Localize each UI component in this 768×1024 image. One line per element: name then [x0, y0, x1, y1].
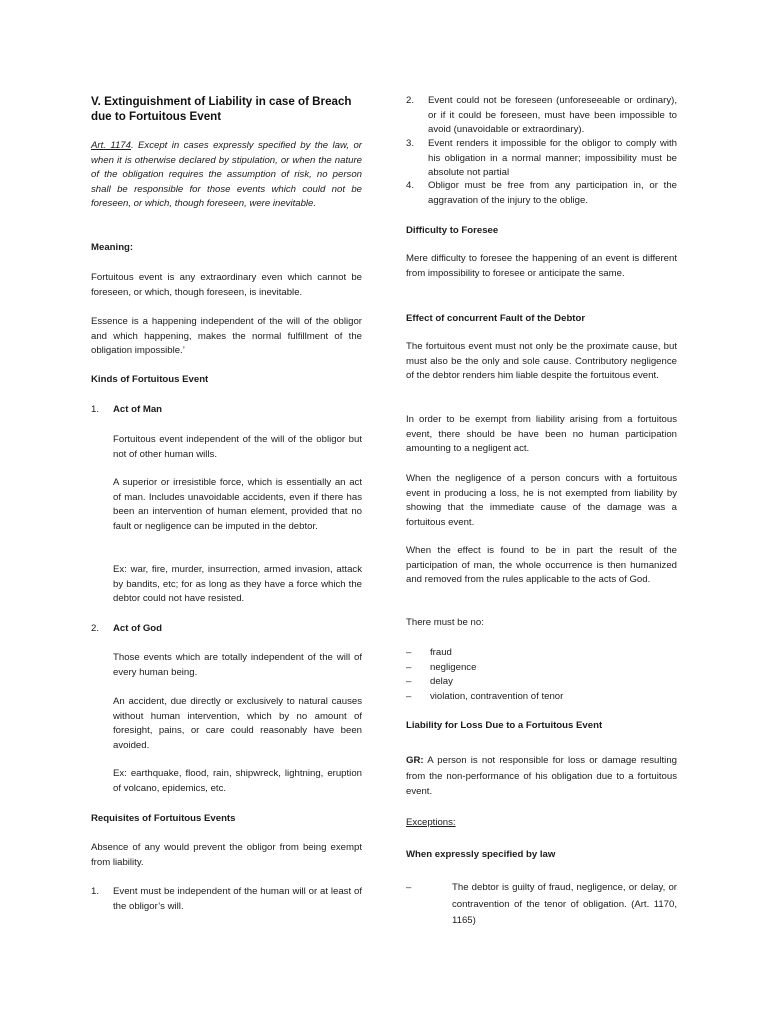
dash-bullet: – [406, 676, 412, 687]
act-of-god-paragraph-2: An accident, due directly or exclusively to natural causes without human intervention, which by no amount of foresight, pains, or care could reasonably have been avoided. [113, 696, 362, 751]
requisite-3 [406, 137, 677, 181]
meaning-heading: Meaning: [91, 242, 134, 253]
concurrent-paragraph-3: When the negligence of a person concurs with a fortuitous event in producing a loss, he is not exempted from liability by showing that the immediate cause of the damage was a fortuitous event. [406, 473, 677, 528]
kind-label: Act of God [113, 623, 163, 634]
concurrent-fault-heading: Effect of concurrent Fault of the Debtor [406, 313, 586, 324]
no-list-item-fraud [406, 646, 677, 661]
act-of-man-paragraph-3: Ex: war, fire, murder, insurrection, armed invasion, attack by bandits, etc; for as long as they have a force which the debtor could not have resisted. [113, 564, 362, 605]
no-list-item-violation [406, 690, 677, 705]
requisite-2 [406, 94, 677, 138]
gr-text: A person is not responsible for loss or damage resulting from the non-performance of his obligation due to a fortuitous event. [406, 755, 677, 797]
list-number: 1. [91, 404, 100, 415]
requisite-4 [406, 179, 677, 208]
general-rule-paragraph [406, 753, 677, 800]
list-number: 3. [406, 138, 415, 149]
no-list-item-negligence [406, 661, 677, 676]
gr-label: GR: [406, 755, 424, 766]
dash-bullet: – [406, 691, 412, 702]
requisite-1 [91, 885, 362, 914]
list-number: 4. [406, 180, 415, 191]
dash-bullet: – [406, 647, 412, 658]
when-specified-by-law-heading: When expressly specified by law [406, 849, 556, 860]
concurrent-paragraph-1: The fortuitous event must not only be the proximate cause, but must also be the only and sole cause. Contributory negligence of the debtor renders him liable despite the fortuitous event. [406, 341, 677, 382]
kind-act-of-god [91, 622, 362, 637]
article-body: . Except in cases expressly specified by the law, or when it is otherwise declared by stipulation, or when the nature of the obligation requires the assumption of risk, no person shall be responsible for those events which could not be foreseen, or which, though foreseen, were inevitable. [91, 140, 362, 210]
requisites-paragraph: Absence of any would prevent the obligor from being exempt from liability. [91, 842, 362, 868]
kinds-heading: Kinds of Fortuitous Event [91, 374, 209, 385]
list-item-text: fraud [430, 647, 452, 658]
act-of-man-paragraph-2: A superior or irresistible force, which is essentially an act of man. Includes unavoidable accidents, even if there has been an intervention of human element, provided that no fault or negligence can be imputed in the debtor. [113, 477, 362, 532]
dash-bullet: – [406, 662, 412, 673]
there-must-be-no: There must be no: [406, 617, 484, 628]
requisite-text: Event could not be foreseen (unforeseeable or ordinary), or if it could be foreseen, must have been impossible to avoid (unavoidable or extraordinary). [428, 95, 677, 136]
concurrent-paragraph-4: When the effect is found to be in part the result of the participation of man, the whole occurrence is then humanized and removed from the rules applicable to the acts of God. [406, 545, 677, 586]
exceptions-heading: Exceptions: [406, 817, 456, 828]
difficulty-heading: Difficulty to Foresee [406, 225, 499, 236]
requisites-heading: Requisites of Fortuitous Events [91, 813, 236, 824]
list-item-text: negligence [430, 662, 477, 673]
list-item-text: The debtor is guilty of fraud, negligence, or delay, or contravention of the tenor of obligation. (Art. 1170, 1165) [452, 882, 677, 926]
kind-label: Act of Man [113, 404, 163, 415]
list-number: 2. [91, 623, 100, 634]
requisite-text: Obligor must be free from any participation in, or the aggravation of the injury to the oblige. [428, 180, 677, 206]
law-exception-item [406, 880, 677, 930]
act-of-god-paragraph-1: Those events which are totally independent of the will of every human being. [113, 652, 362, 678]
section-title: V. Extinguishment of Liability in case of Breach due to Fortuitous Event [91, 95, 352, 123]
dash-bullet: – [406, 882, 412, 893]
list-item-text: delay [430, 676, 453, 687]
concurrent-paragraph-2: In order to be exempt from liability arising from a fortuitous event, there should be have been no human participation amounting to a negligent act. [406, 414, 677, 455]
meaning-paragraph-2: Essence is a happening independent of the will of the obligor and which happening, makes the normal fulfillment of the obligation impossible.’ [91, 316, 362, 357]
requisite-text: Event must be independent of the human will or at least of the obligor’s will. [113, 886, 362, 912]
kind-act-of-man [91, 403, 362, 418]
article-label: Art. 1174 [91, 140, 131, 151]
no-list-item-delay [406, 675, 677, 690]
requisite-text: Event renders it impossible for the obligor to comply with his obligation in a normal manner; impossibility must be absolute not partial [428, 138, 677, 179]
list-item-text: violation, contravention of tenor [430, 691, 564, 702]
liability-heading: Liability for Loss Due to a Fortuitous Event [406, 720, 603, 731]
difficulty-paragraph: Mere difficulty to foresee the happening of an event is different from impossibility to foresee or anticipate the same. [406, 253, 677, 279]
act-of-god-paragraph-3: Ex: earthquake, flood, rain, shipwreck, lightning, eruption of volcano, epidemics, etc. [113, 768, 362, 794]
meaning-paragraph-1: Fortuitous event is any extraordinary even which cannot be foreseen, or which, though foreseen, is inevitable. [91, 272, 362, 298]
article-1174-text [91, 139, 362, 212]
act-of-man-paragraph-1: Fortuitous event independent of the will of the obligor but not of other human wills. [113, 434, 362, 460]
list-number: 2. [406, 95, 415, 106]
list-number: 1. [91, 886, 100, 897]
